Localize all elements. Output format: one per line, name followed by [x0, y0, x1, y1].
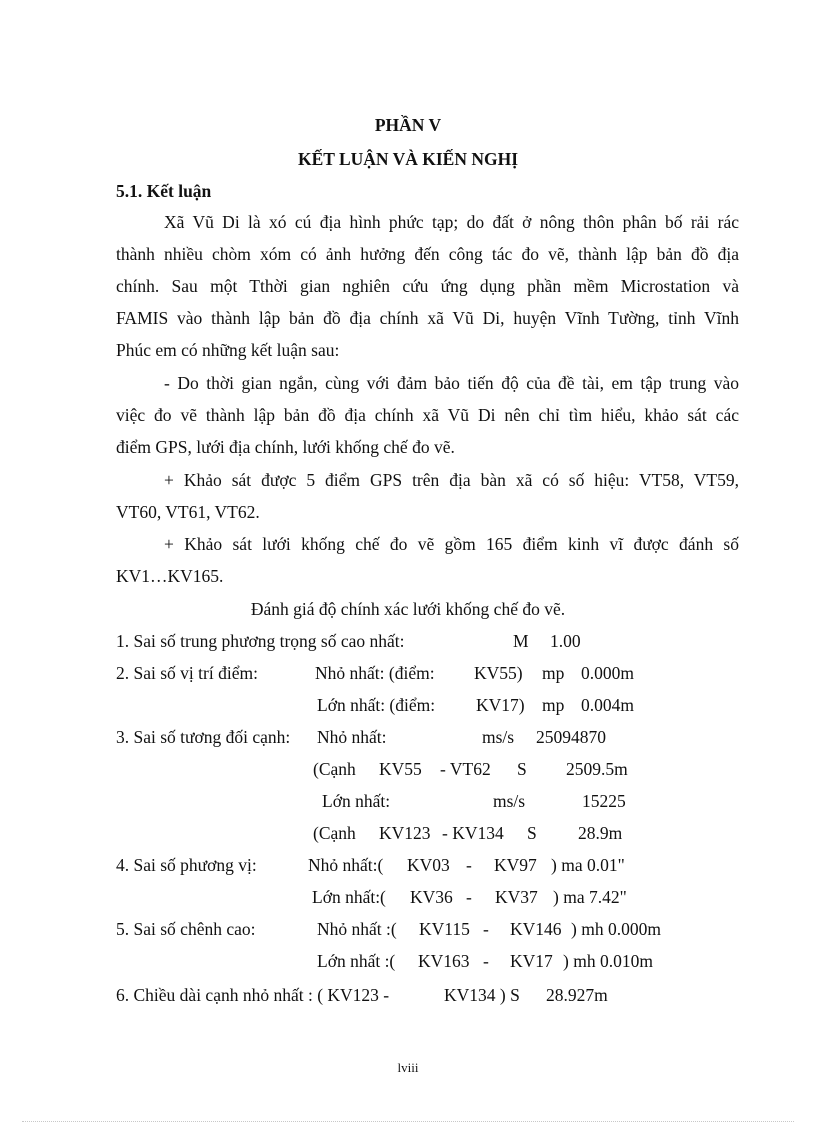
- eval-value: ) mh 0.000m: [571, 919, 661, 939]
- paragraph-scope: [116, 367, 739, 463]
- text-line: FAMIS vào thành lập bản đồ địa chính xã Vũ Di, huyện Vĩnh Tường, tỉnh Vĩnh: [116, 308, 739, 328]
- eval-point: KV115: [419, 919, 470, 939]
- eval-point: - KV134: [442, 823, 504, 843]
- eval-max-label: Lớn nhất:(: [312, 887, 386, 907]
- eval-point: KV146: [510, 919, 562, 939]
- eval-symbol: S: [527, 823, 537, 843]
- eval-point: KV55: [379, 759, 422, 779]
- eval-value: ) ma 7.42": [553, 887, 627, 907]
- eval-value: 28.9m: [578, 823, 623, 843]
- chapter-title: KẾT LUẬN VÀ KIẾN NGHỊ: [297, 149, 519, 169]
- eval-value: ) mh 0.010m: [563, 951, 653, 971]
- eval-point: KV37: [495, 887, 538, 907]
- part-heading: PHẦN V: [374, 115, 442, 135]
- text-line: Xã Vũ Di là xó cú địa hình phức tạp; do đất ở nông thôn phân bố rải rác: [164, 212, 739, 232]
- eval-point: KV97: [494, 855, 537, 875]
- eval-min-label: Nhỏ nhất:: [317, 727, 387, 747]
- eval-item-label: 4. Sai số phương vị:: [116, 855, 257, 875]
- eval-symbol: mp: [542, 695, 565, 715]
- eval-point: KV163: [418, 951, 470, 971]
- eval-item-label: 5. Sai số chênh cao:: [116, 919, 256, 939]
- text-line: điểm GPS, lưới địa chính, lưới khống chế đo vẽ.: [116, 437, 455, 457]
- eval-point: KV36: [410, 887, 453, 907]
- eval-edge-open: (Cạnh: [313, 759, 356, 779]
- text-line: + Khảo sát lưới khống chế đo vẽ gồm 165 điểm kinh vĩ được đánh số: [164, 534, 739, 554]
- text-line: KV1…KV165.: [116, 566, 224, 586]
- eval-item-label: 6. Chiều dài cạnh nhỏ nhất : ( KV123 -: [116, 985, 390, 1005]
- eval-dash: -: [483, 951, 489, 971]
- page-number: lviii: [397, 1060, 419, 1075]
- eval-symbol: ms/s: [493, 791, 526, 811]
- page-bottom-divider: [22, 1121, 794, 1122]
- text-line: thành nhiều chòm xóm có ảnh hưởng đến công tác đo vẽ, thành lập bản đồ địa: [116, 244, 739, 264]
- eval-point: - VT62: [440, 759, 491, 779]
- eval-point: KV03: [407, 855, 450, 875]
- eval-value: 0.000m: [581, 663, 634, 683]
- eval-min-label: Nhỏ nhất :(: [317, 919, 397, 939]
- text-line: Phúc em có những kết luận sau:: [116, 340, 340, 360]
- eval-symbol: S: [517, 759, 527, 779]
- paragraph-gps: [116, 464, 739, 528]
- eval-item-label: 2. Sai số vị trí điểm:: [116, 663, 258, 683]
- eval-value: 1.00: [550, 631, 581, 651]
- eval-dash: -: [466, 855, 472, 875]
- eval-max-label: Lớn nhất: (điểm:: [317, 695, 436, 715]
- eval-min-label: Nhỏ nhất: (điểm:: [315, 663, 435, 683]
- eval-symbol: M: [513, 631, 529, 651]
- eval-symbol: ms/s: [482, 727, 515, 747]
- paragraph-control-network: [116, 528, 739, 592]
- paragraph-intro: [116, 206, 739, 366]
- text-line: - Do thời gian ngắn, cùng với đảm bảo tiến độ của đề tài, em tập trung vào: [164, 373, 739, 393]
- eval-value: 28.927m: [546, 985, 608, 1005]
- eval-edge-open: (Cạnh: [313, 823, 356, 843]
- eval-symbol: mp: [542, 663, 565, 683]
- eval-point: KV17: [510, 951, 553, 971]
- eval-point: KV123: [379, 823, 431, 843]
- eval-item-label: 1. Sai số trung phương trọng số cao nhất:: [116, 631, 405, 651]
- eval-max-label: Lớn nhất:: [322, 791, 391, 811]
- eval-point: KV134 ) S: [444, 985, 520, 1005]
- eval-max-label: Lớn nhất :(: [317, 951, 396, 971]
- eval-value: ) ma 0.01": [551, 855, 625, 875]
- text-line: chính. Sau một Tthời gian nghiên cứu ứng dụng phần mềm Microstation và: [116, 276, 739, 296]
- eval-value: 15225: [582, 791, 626, 811]
- eval-point: KV55): [474, 663, 523, 683]
- eval-dash: -: [466, 887, 472, 907]
- evaluation-title: Đánh giá độ chính xác lưới khống chế đo vẽ.: [250, 599, 566, 619]
- section-title: 5.1. Kết luận: [116, 181, 212, 201]
- eval-item-label: 3. Sai số tương đối cạnh:: [116, 727, 291, 747]
- eval-value: 25094870: [536, 727, 606, 747]
- text-line: việc đo vẽ thành lập bản đồ địa chính xã Vũ Di nên chỉ tìm hiểu, khảo sát các: [116, 405, 739, 425]
- eval-value: 0.004m: [581, 695, 634, 715]
- eval-point: KV17): [476, 695, 525, 715]
- text-line: VT60, VT61, VT62.: [116, 502, 260, 522]
- eval-value: 2509.5m: [566, 759, 628, 779]
- text-line: + Khảo sát được 5 điểm GPS trên địa bàn xã có số hiệu: VT58, VT59,: [164, 470, 739, 490]
- eval-dash: -: [483, 919, 489, 939]
- eval-min-label: Nhỏ nhất:(: [308, 855, 384, 875]
